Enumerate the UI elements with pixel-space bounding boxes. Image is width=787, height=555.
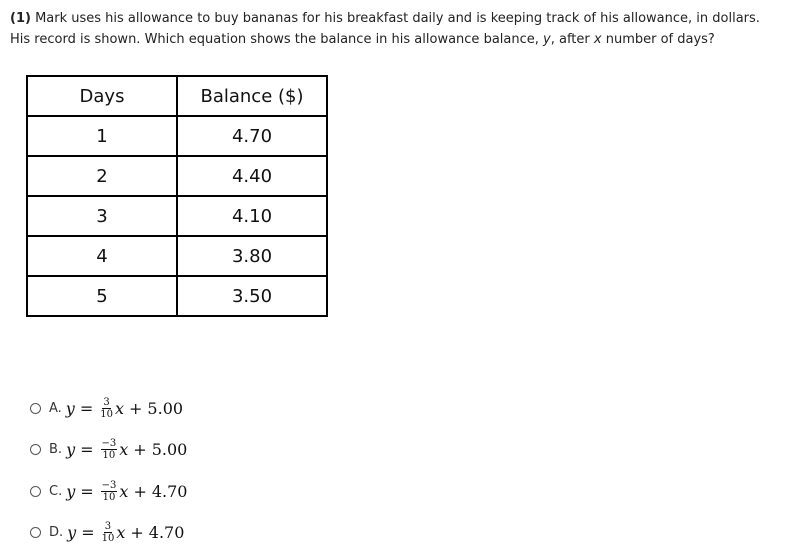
variable-x: x (593, 32, 602, 47)
table-cell-balance: 4.10 (177, 196, 327, 236)
equation-lhs: y (66, 439, 76, 459)
choice-d[interactable] (30, 516, 184, 548)
table-cell-days: 1 (27, 116, 177, 156)
fraction-numerator: −3 (101, 479, 117, 491)
plus-sign: + (133, 481, 147, 501)
table-row (27, 116, 327, 156)
table-cell-balance: 4.40 (177, 156, 327, 196)
fraction-numerator: 3 (104, 520, 112, 532)
equation-constant: 5.00 (151, 439, 188, 459)
slope-fraction (101, 480, 118, 503)
radio-button-d[interactable] (30, 527, 41, 538)
table-header-row (27, 76, 327, 116)
equation-variable: x (119, 439, 129, 459)
equation-constant: 4.70 (151, 481, 188, 501)
fraction-numerator: −3 (101, 437, 117, 449)
radio-button-a[interactable] (30, 403, 41, 414)
table-cell-days: 3 (27, 196, 177, 236)
choice-equation (67, 521, 184, 544)
equals-sign: = (81, 522, 95, 542)
equals-sign: = (79, 398, 94, 418)
table-cell-days: 2 (27, 156, 177, 196)
choice-equation (66, 397, 183, 420)
question-text-part-2: , after (550, 32, 594, 47)
radio-button-b[interactable] (30, 444, 41, 455)
equation-variable: x (119, 481, 129, 501)
plus-sign: + (133, 439, 147, 459)
table-cell-days: 5 (27, 276, 177, 316)
equation-lhs: y (65, 398, 75, 418)
fraction-numerator: 3 (103, 396, 110, 408)
choice-letter: D. (49, 524, 64, 540)
fraction-denominator: 10 (101, 532, 115, 544)
choice-c[interactable] (30, 475, 187, 507)
equation-variable: x (114, 398, 125, 418)
choice-letter: A. (49, 400, 62, 416)
header-balance: Balance ($) (177, 76, 327, 116)
question-text-part-1: Mark uses his allowance to buy bananas for his breakfast daily and is keeping track of his allowance, in dollars. His record is shown. Which equation shows the balance in his allowance balance, (10, 11, 760, 47)
question-text-part-3: number of days? (601, 32, 715, 47)
choice-equation (66, 480, 187, 503)
table-row (27, 196, 327, 236)
slope-fraction (100, 397, 113, 420)
allowance-table (26, 75, 328, 317)
plus-sign: + (129, 398, 143, 418)
choice-b[interactable] (30, 433, 187, 465)
equation-constant: 4.70 (148, 522, 185, 542)
equals-sign: = (80, 481, 94, 501)
choice-letter: C. (49, 483, 63, 499)
fraction-denominator: 10 (100, 408, 113, 420)
equation-constant: 5.00 (147, 398, 184, 418)
question-text (10, 8, 778, 50)
slope-fraction (102, 521, 115, 544)
table-row (27, 156, 327, 196)
choice-letter: B. (49, 441, 63, 457)
equals-sign: = (80, 439, 94, 459)
equation-variable: x (116, 522, 126, 542)
table-cell-balance: 3.80 (177, 236, 327, 276)
radio-button-c[interactable] (30, 486, 41, 497)
variable-y: y (543, 32, 551, 47)
table-row (27, 276, 327, 316)
question-number: (1) (10, 11, 31, 26)
slope-fraction (101, 438, 118, 461)
equation-lhs: y (66, 481, 76, 501)
equation-lhs: y (67, 522, 77, 542)
choice-equation (66, 438, 187, 461)
table-cell-balance: 3.50 (177, 276, 327, 316)
fraction-denominator: 10 (102, 449, 116, 461)
fraction-denominator: 10 (102, 491, 116, 503)
plus-sign: + (130, 522, 144, 542)
table-row (27, 236, 327, 276)
header-days: Days (27, 76, 177, 116)
table-cell-balance: 4.70 (177, 116, 327, 156)
choice-a[interactable] (30, 392, 183, 424)
table-cell-days: 4 (27, 236, 177, 276)
